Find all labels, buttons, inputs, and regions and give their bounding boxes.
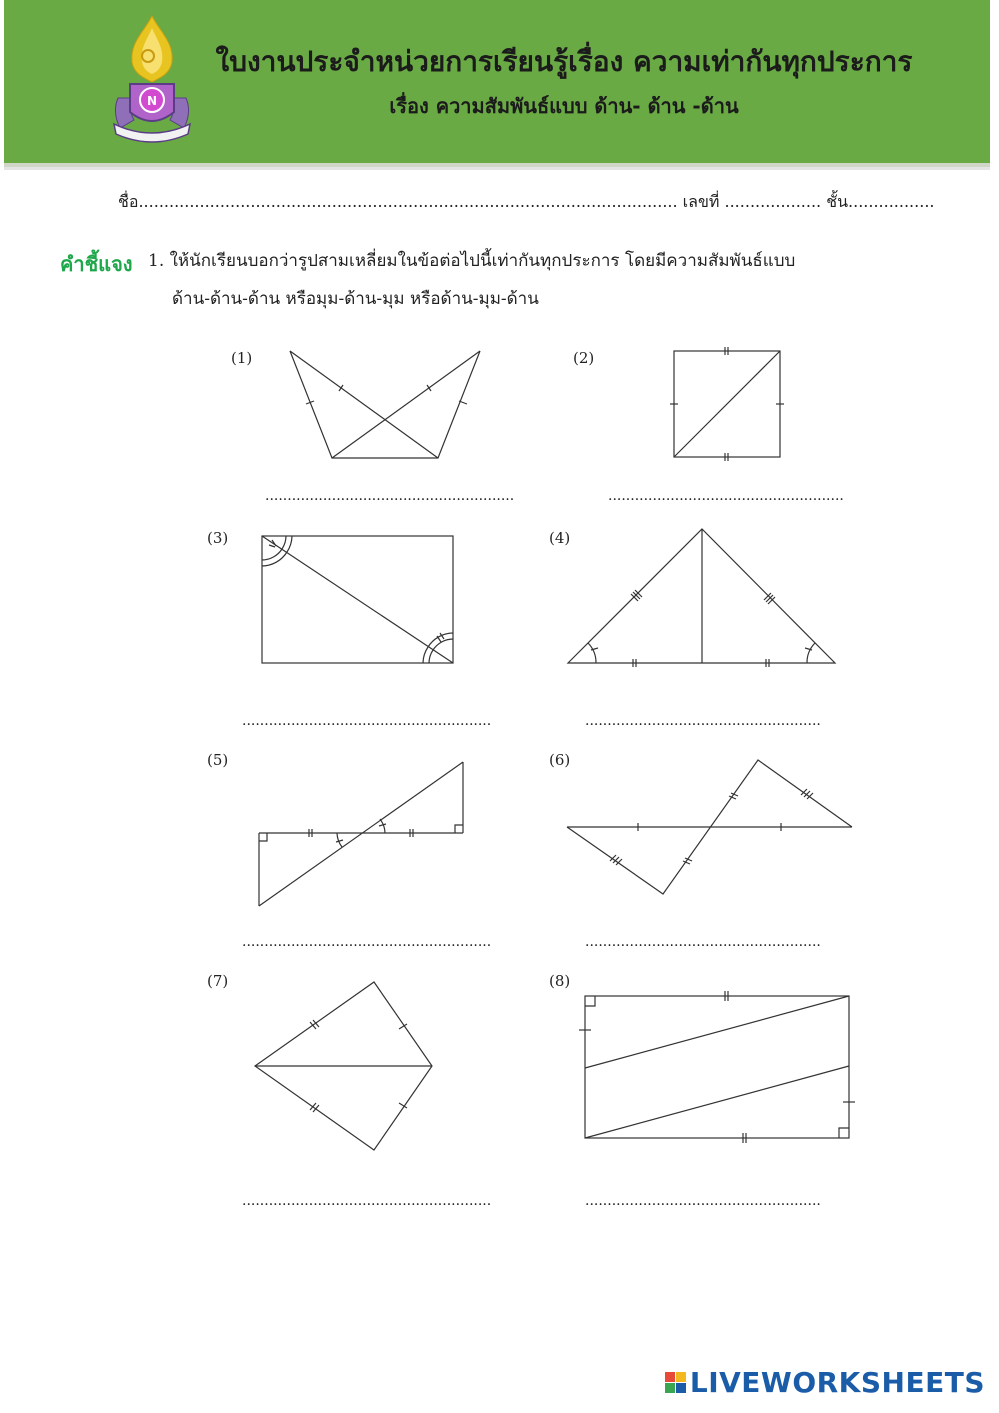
figure-5 — [259, 762, 463, 906]
figure-8 — [579, 991, 855, 1143]
answer-blank-4[interactable]: ..................................................... — [585, 713, 821, 729]
footer-brand: LIVEWORKSHEETS — [689, 1366, 985, 1399]
problem-8-label: (8) — [549, 972, 571, 990]
answer-blank-1[interactable]: ........................................................ — [265, 488, 515, 504]
liveworksheets-logo[interactable] — [665, 1366, 985, 1399]
figure-6 — [567, 760, 852, 894]
page-title: ใบงานประจำหน่วยการเรียนรู้เรื่อง ความเท่ากันทุกประการ — [215, 45, 913, 78]
page-subtitle: เรื่อง ความสัมพันธ์แบบ ด้าน- ด้าน -ด้าน — [389, 94, 739, 118]
problem-2-label: (2) — [573, 349, 595, 367]
answer-blank-7[interactable]: ........................................................ — [242, 1193, 492, 1209]
instructions-line-1: 1. ให้นักเรียนบอกว่ารูปสามเหลี่ยมในข้อต่อไปนี้เท่ากันทุกประการ โดยมีความสัมพันธ์แบบ — [148, 251, 796, 271]
answer-blank-2[interactable]: ..................................................... — [608, 488, 844, 504]
answer-blank-3[interactable]: ........................................................ — [242, 713, 492, 729]
svg-text:N: N — [146, 94, 158, 108]
instructions-label: คำชี้แจง — [60, 252, 133, 276]
instructions-line-2: ด้าน-ด้าน-ด้าน หรือมุม-ด้าน-มุม หรือด้าน-มุม-ด้าน — [172, 289, 539, 309]
answer-blank-6[interactable]: ..................................................... — [585, 934, 821, 950]
student-info-line[interactable]: ชื่อ.......................................................................................................... เลขที่ ................... ชั้น................. — [118, 192, 935, 211]
figure-3 — [262, 536, 453, 663]
problem-7-label: (7) — [207, 972, 229, 990]
problem-6-label: (6) — [549, 751, 571, 769]
problem-3-label: (3) — [207, 529, 229, 547]
figure-2 — [670, 347, 784, 461]
problem-4-label: (4) — [549, 529, 571, 547]
figure-4 — [568, 529, 835, 667]
answer-blank-5[interactable]: ........................................................ — [242, 934, 492, 950]
liveworksheets-mark-icon — [665, 1372, 686, 1393]
figure-7 — [255, 982, 432, 1150]
problem-1-label: (1) — [231, 349, 253, 367]
problem-5-label: (5) — [207, 751, 229, 769]
figure-1 — [290, 351, 480, 458]
answer-blank-8[interactable]: ..................................................... — [585, 1193, 821, 1209]
